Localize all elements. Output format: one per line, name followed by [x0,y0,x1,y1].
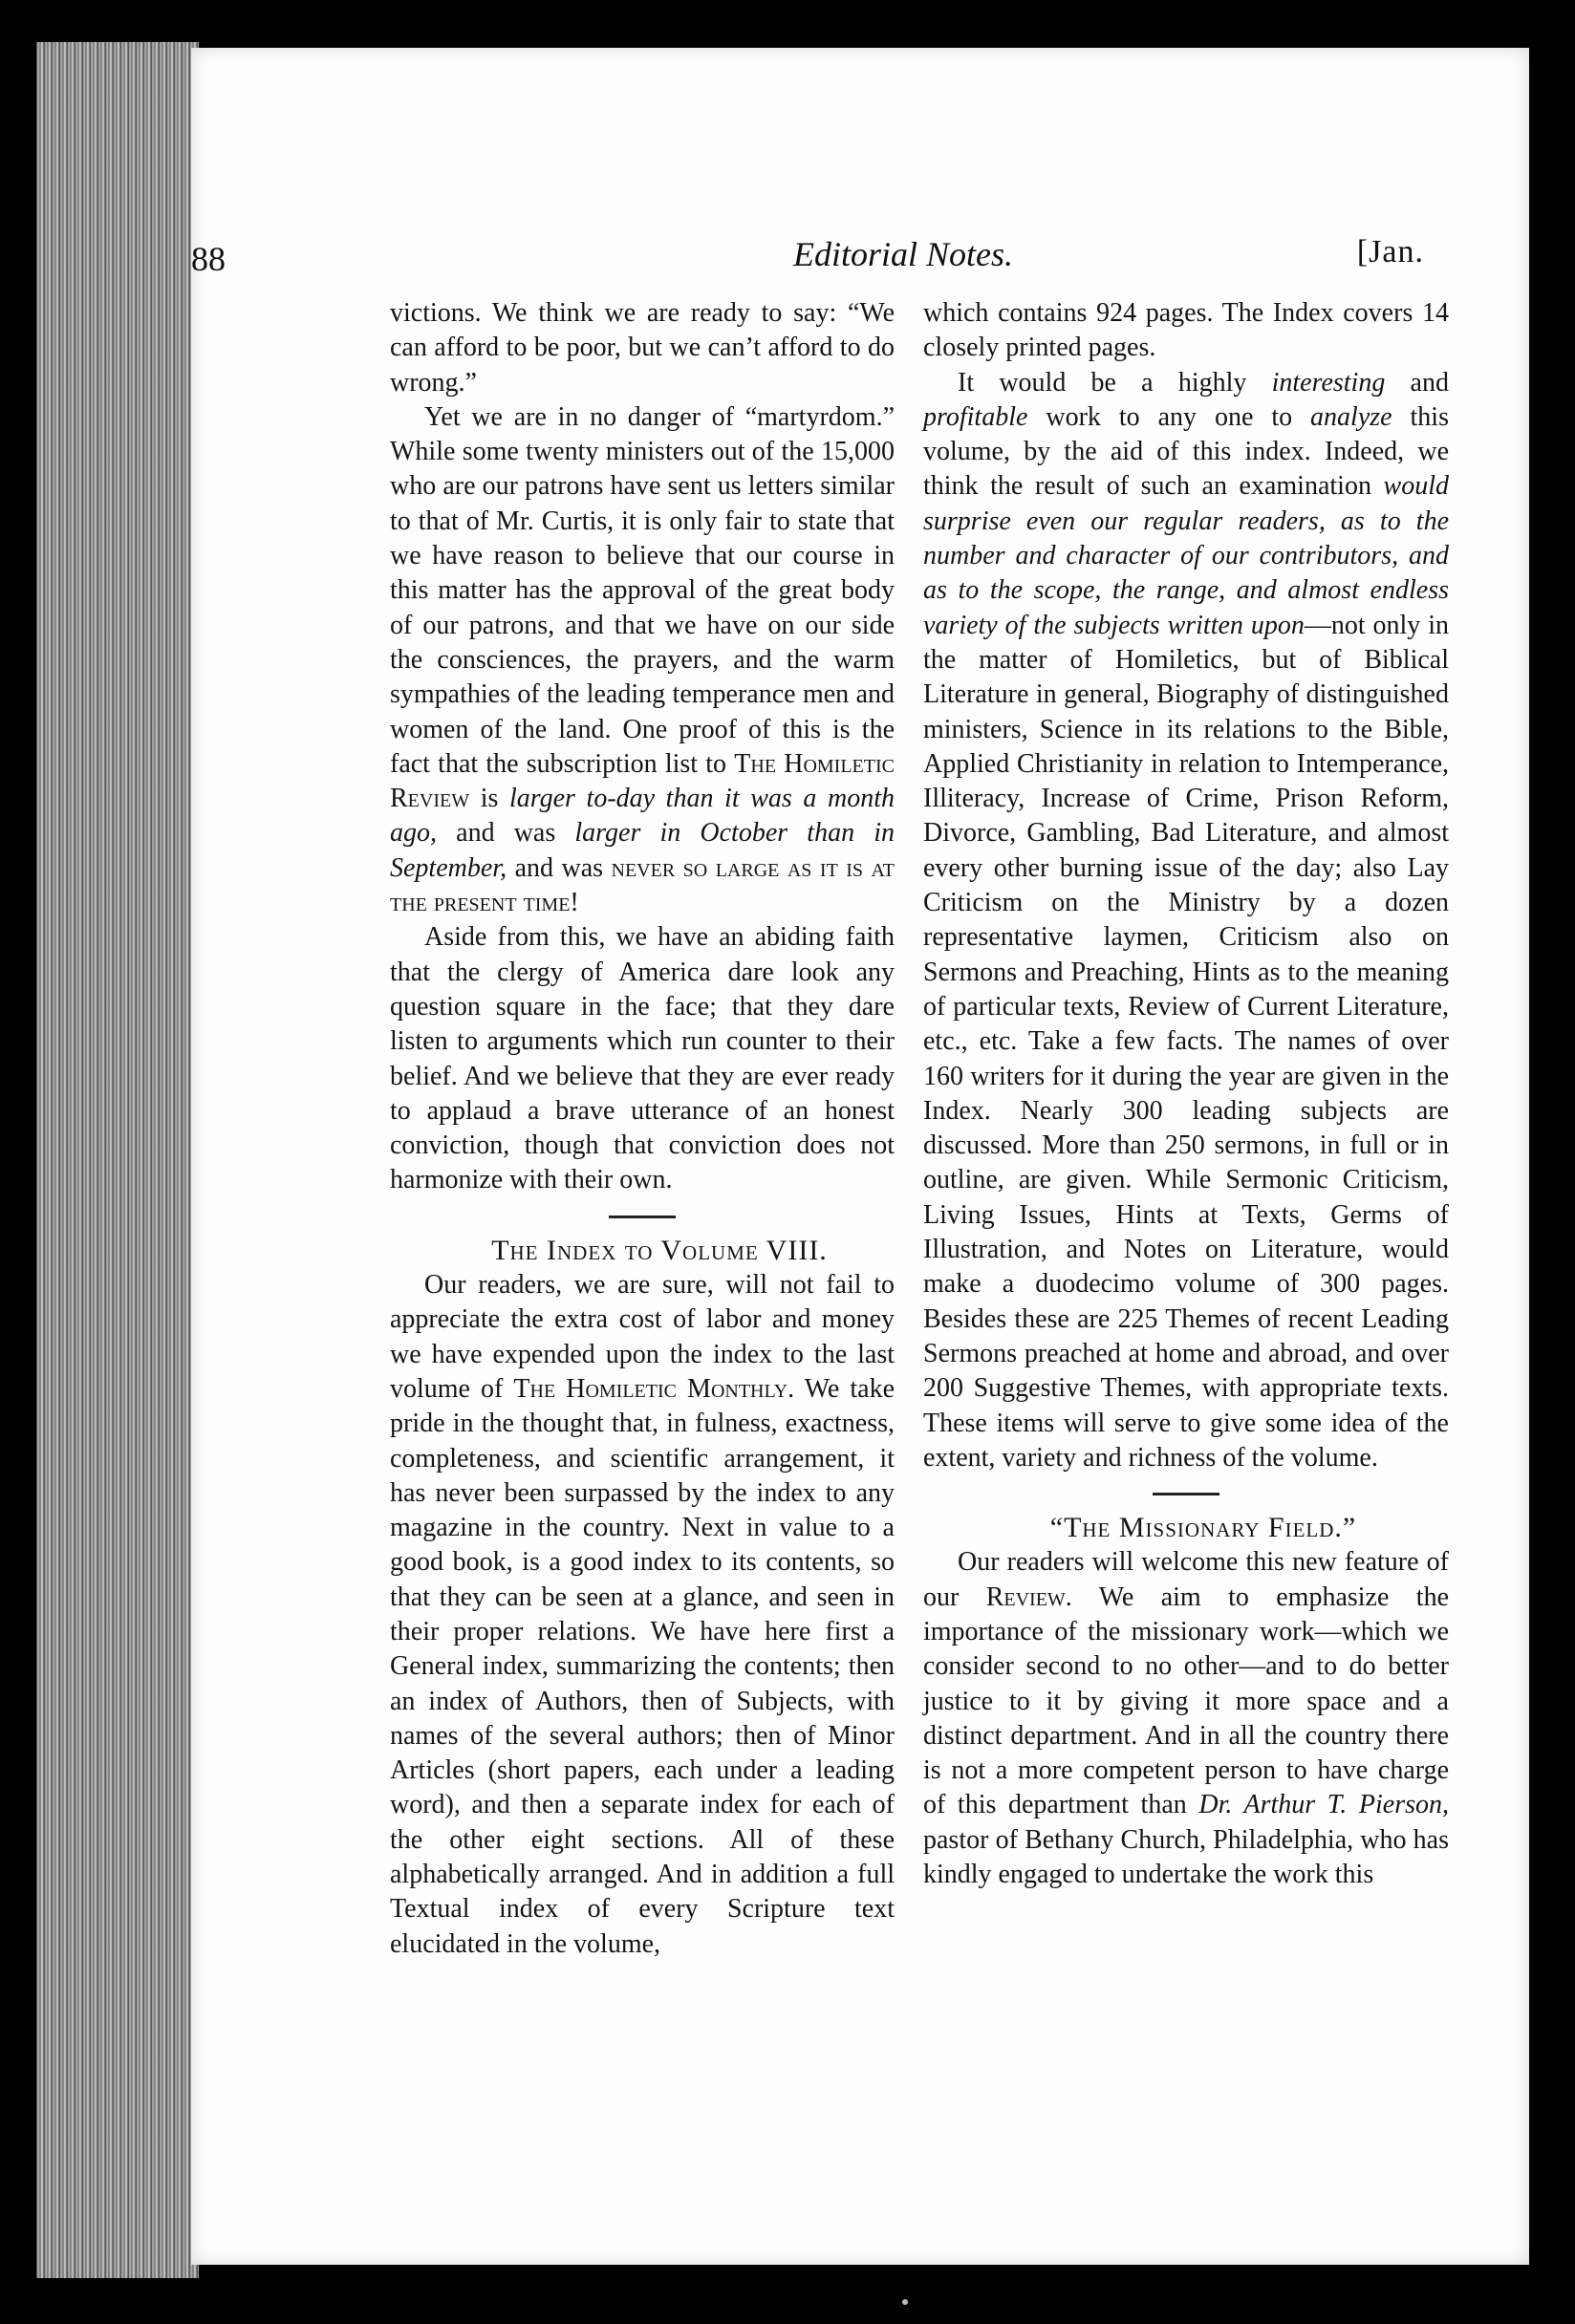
section-heading: “The Missionary Field.” [1049,1512,1357,1544]
paragraph: Our readers, we are sure, will not fail to appreciate the extra cost of labor and money we have expended upon the index to the last volume of The Homiletic Monthly. We take pride in the thought that, in fulness, exactness, completeness, and scientific arrangement, it has never been surpassed by the index to any magazine in the country. Next in value to a good book, is a good index to its contents, so that they can be seen at a glance, and seen in their proper relations. We have here first a General index, summarizing the contents; then an index of Authors, then of Subjects, with names of the several authors; then of Minor Articles (short papers, each under a leading word), and then a separate index for each of the other eight sections. All of these alphabetically arranged. And in addition a full Textual index of every Scripture text elucidated in the volume, [390,1270,895,1959]
paragraph: which contains 924 pages. The Index covers 14 closely printed pages. [923,298,1449,363]
paragraph: Aside from this, we have an abiding faith that the clergy of America dare look any question square in the face; that they dare listen to arguments which run counter to their belief. And we believe that they are ever ready to applaud a brave utterance of an honest conviction, though that conviction does not harmonize with their own. [390,922,895,1195]
book-page-edges [36,42,199,2278]
paragraph: It would be a highly interesting and profitable work to any one to analyze this volume, by the aid of this index. Indeed, we think the result of such an examination would surprise even our regular readers, as to the number and character of our contributors, and as to the scope, the range, and almost endless variety of the subjects written upon—not only in the matter of Homiletics, but of Biblical Literature in general, Biography of distinguished ministers, Science in its relations to the Bible, Applied Christianity in relation to Intemperance, Illiteracy, Increase of Crime, Prison Reform, Divorce, Gambling, Bad Literature, and almost every other burning issue of the day; also Lay Criticism on the Ministry by a dozen representative laymen, Criticism also on Sermons and Preaching, Hints as to the meaning of particular texts, Review of Current Literature, etc., etc. Take a few facts. The names of over 160 writers for it during the year are given in the Index. Nearly 300 leading subjects are discussed. More than 250 sermons, in full or in outline, are given. While Sermonic Criticism, Living Issues, Hints at Texts, Germs of Illustration, and Notes on Literature, would make a duodecimo volume of 300 pages. Besides these are 225 Themes of recent Leading Sermons preached at home and abroad, and over 200 Suggestive Themes, with appropriate texts. These items will serve to give some idea of the extent, variety and richness of the volume. [923,367,1449,1473]
page-number: 88 [191,240,226,278]
running-month: [Jan. [1356,234,1424,269]
paragraph: Our readers will welcome this new feature of our Review. We aim to emphasize the importance of the missionary work—which we consider second to no other—and to do better justice to it by giving it more space and a distinct department. And in all the country there is not a more competent person to have charge of this department than Dr. Arthur T. Pierson, pastor of Bethany Church, Philadelphia, who has kindly engaged to undertake the work this [923,1547,1450,1890]
left-column [390,296,895,1962]
right-column [923,296,1449,1892]
section-divider [1153,1493,1219,1496]
running-title: Editorial Notes. [793,235,1014,273]
paragraph: Yet we are in no danger of “martyrdom.” While some twenty ministers out of the 15,000 who are our patrons have sent us letters similar to that of Mr. Curtis, it is only fair to state that we have reason to believe that our course in this matter has the approval of the great body of our patrons, and that we have on our side the consciences, the prayers, and the warm sympathies of the leading temperance men and women of the land. One proof of this is the fact that the subscription list to The Homiletic Review is larger to-day than it was a month ago, and was larger in October than in September, and was never so large as it is at the present time! [390,401,895,918]
section-divider [609,1216,676,1218]
scan-mark [902,2299,908,2305]
paragraph: victions. We think we are ready to say: “We can afford to be poor, but we can’t afford to do wrong.” [390,298,895,398]
section-heading: The Index to Volume VIII. [491,1234,828,1266]
page-header [191,191,1424,278]
